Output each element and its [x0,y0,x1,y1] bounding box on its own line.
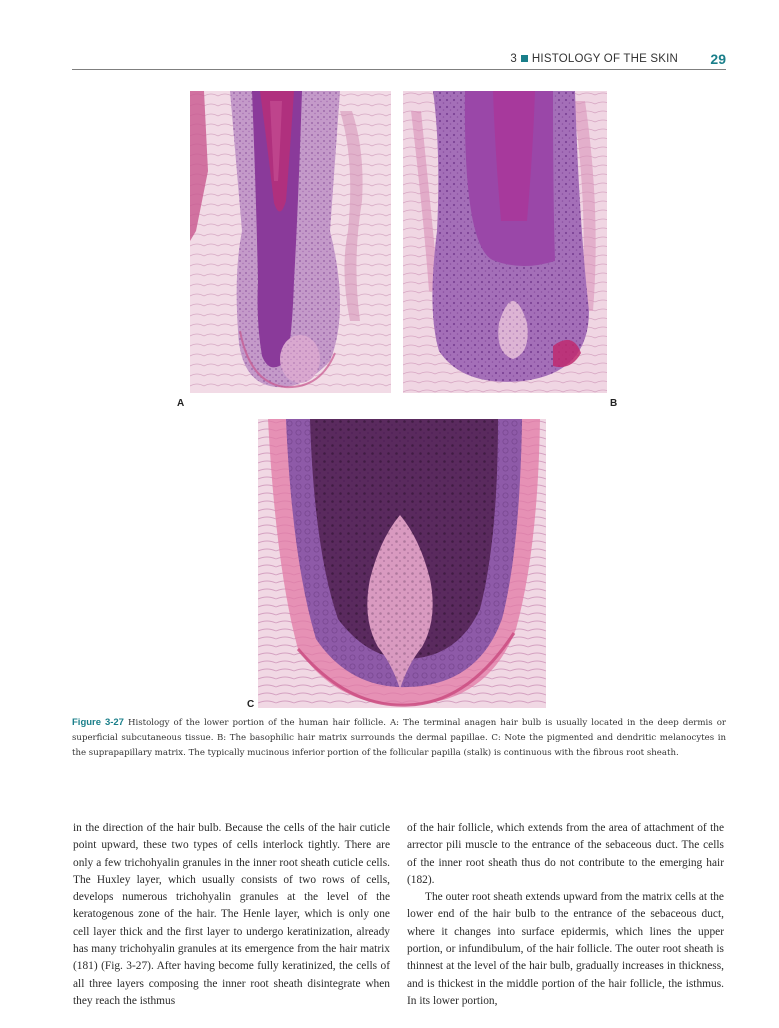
chapter-number: 3 [510,53,517,65]
micrograph-a-image [190,91,391,393]
figure-caption [72,715,726,761]
header-rule [72,69,726,70]
page-number: 29 [710,51,726,67]
panel-label-a: A [177,398,185,409]
micrograph-panel-a [190,91,391,393]
chapter-heading [510,53,678,65]
body-paragraph: of the hair follicle, which extends from the area of attachment of the arrector pili muscle to the entrance of the sebaceous duct. The cells of the inner root sheath thus do not contribute to the emerging hair (182). [407,822,724,886]
body-column-left [73,820,390,1010]
panel-label-b: B [610,398,618,409]
figure-label: Figure 3-27 [72,717,124,728]
body-paragraph: in the direction of the hair bulb. Because the cells of the hair cuticle point upward, these two types of cells interlock tightly. There are only a few trichohyalin granules in the inner root sheath cuticle cells. The Huxley layer, which usually consists of two rows of cells, develops numerous trichohyalin granules at the level of the keratogenous zone of the hair. The Henle layer, which is only one cell layer thick and the first layer to undergo keratinization, already has many trichohyalin granules at its emergence from the hair matrix (181) (Fig. 3-27). After having become fully keratinized, the cells of all three layers composing the inner root sheath disintegrate when they reach the isthmus [73,822,390,1007]
micrograph-c-image [258,419,546,708]
body-column-right [407,820,724,1010]
teal-square-icon [521,55,528,62]
chapter-title: HISTOLOGY OF THE SKIN [531,53,678,65]
figure-caption-text: Histology of the lower portion of the human hair follicle. A: The terminal anagen hair bulb is usually located in the deep dermis or superficial subcutaneous tissue. B: The basophilic hair matrix surrounds the dermal papillae. C: Note the pigmented and dendritic melanocytes in the suprapapillary matrix. The typically mucinous inferior portion of the follicular papilla (stalk) is continuous with the fibrous root sheath. [72,718,726,758]
micrograph-panel-c [258,419,546,708]
running-header [72,52,726,68]
panel-label-c: C [247,699,255,710]
micrograph-b-image [403,91,607,393]
body-paragraph: The outer root sheath extends upward from the matrix cells at the lower end of the hair bulb to the entrance of the sebaceous duct, where it changes into surface epidermis, which lines the upper portion, or infundibulum, of the hair follicle. The outer root sheath is thinnest at the level of the hair bulb, gradually increases in thickness, and is thickest in the middle portion of the hair follicle, the isthmus. In its lower portion, [407,891,724,1007]
micrograph-panel-b [403,91,607,393]
